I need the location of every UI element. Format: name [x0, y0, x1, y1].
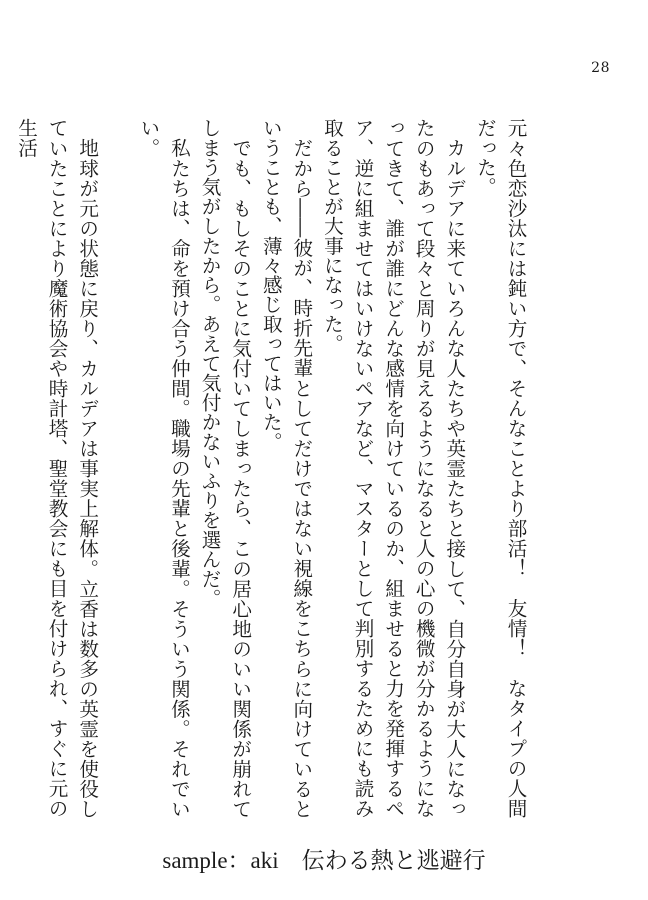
paragraph-6: 地球が元の状態に戻り、カルデアは事実上解体。立香は数多の英霊を使役していたことにより魔術協会や時計塔、聖堂教会にも目を付けられ、すぐに元の生活 — [14, 118, 99, 818]
page-number: 28 — [591, 60, 610, 76]
blank-line — [102, 118, 133, 818]
paragraph-4: でも、もしそのことに気付いてしまったら、この居心地のいい関係が崩れてしまう気がしたから。あえて気付かないふりを選んだ。 — [198, 118, 252, 818]
body-text — [10, 118, 530, 818]
paragraph-5: 私たちは、命を預け合う仲間。職場の先輩と後輩。そういう関係。それでいい。 — [136, 118, 191, 818]
footer-caption: sample：aki 伝わる熱と逃避行 — [162, 848, 486, 873]
paragraph-3: だから――彼が、時折先輩としてだけではない視線をこちらに向けているということも、薄々感じ取ってはいた。 — [259, 118, 313, 818]
paragraph-2: カルデアに来ていろんな人たちや英霊たちと接して、自分自身が大人になったのもあって段々と周りが見えるようになると人の心の機微が分かるようになってきて、誰が誰にどんな感情を向けているのか、組ませると力を発揮するペア、逆に組ませてはいけないペアなど、マスターとして判別するためにも読み取ることが大事になった。 — [320, 118, 466, 818]
paragraph-1: 元々色恋沙汰には鈍い方で、そんなことより部活！ 友情！ なタイプの人間だった。 — [473, 118, 527, 818]
